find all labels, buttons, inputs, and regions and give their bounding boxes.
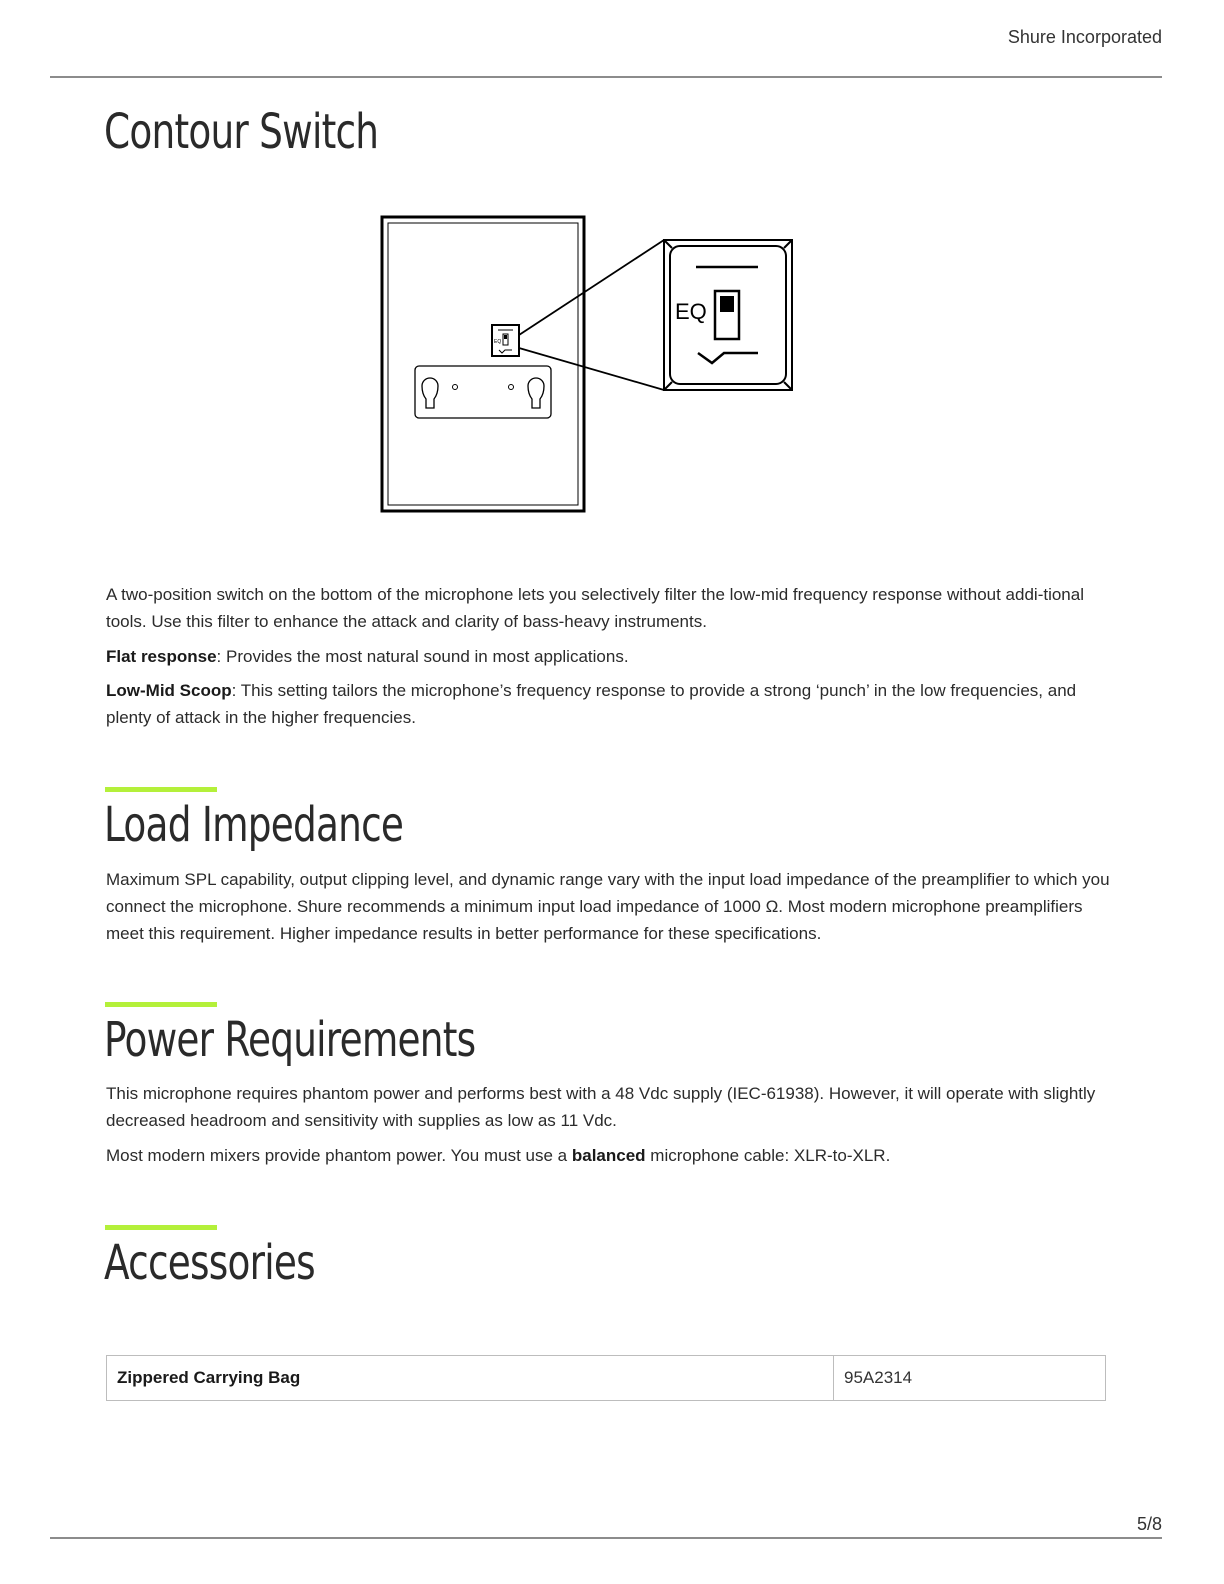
- mic-base-outer: [382, 217, 584, 511]
- contour-switch-diagram: [370, 205, 810, 525]
- svg-text:EQ: EQ: [494, 339, 502, 345]
- header-rule: [50, 76, 1162, 78]
- power-requirements-heading: Power Requirements: [104, 1012, 476, 1068]
- load-impedance-text: Maximum SPL capability, output clipping level, and dynamic range vary with the input load impedance of the preamplifier to which you connect the microphone. Shure recommends a minimum input load impedance of 1000 Ω. Most modern microphone preamplifiers meet this requirement. Higher impedance results in better performance for these specifications.: [106, 870, 1110, 943]
- contour-intro: A two-position switch on the bottom of the microphone lets you selectively filter the low-mid frequency response without addi-tional tools. Use this filter to enhance the attack and clarity of bass-heavy instruments.: [106, 585, 1084, 631]
- mount-plate: [415, 366, 551, 418]
- flat-response-term: Flat response: [106, 647, 217, 666]
- flat-response-desc: Flat response: Provides the most natural sound in most applications.: [106, 647, 629, 666]
- mic-base-inner: [388, 223, 578, 505]
- power-requirements-accent-bar: [105, 1002, 217, 1007]
- low-mid-scoop-desc: Low-Mid Scoop: This setting tailors the microphone’s frequency response to provide a strong ‘punch’ in the low frequencies, and plenty of attack in the higher frequencies.: [106, 681, 1077, 727]
- low-mid-scoop-term: Low-Mid Scoop: [106, 681, 232, 700]
- accessories-accent-bar: [105, 1225, 217, 1230]
- table-row: [107, 1356, 1106, 1401]
- eq-label: EQ: [675, 299, 707, 324]
- screw-hole-right: [509, 385, 514, 390]
- keyhole-slot-left: [422, 378, 438, 408]
- keyhole-slot-right: [528, 378, 544, 408]
- contour-switch-heading: Contour Switch: [104, 104, 379, 160]
- footer-rule: [50, 1537, 1162, 1539]
- screw-hole-left: [453, 385, 458, 390]
- accessory-name: Zippered Carrying Bag: [107, 1356, 834, 1401]
- accessories-table: [106, 1355, 1106, 1401]
- load-impedance-heading: Load Impedance: [104, 797, 404, 853]
- balanced-term: balanced: [571, 1146, 646, 1165]
- header-company-name: Shure Incorporated: [1007, 27, 1162, 47]
- accessories-heading: Accessories: [104, 1235, 315, 1291]
- power-text-2: Most modern mixers provide phantom power. You must use a balanced microphone cable: XLR-to-XLR.: [106, 1146, 891, 1165]
- power-text-1: This microphone requires phantom power and performs best with a 48 Vdc supply (IEC-61938). However, it will operate with slightly decreased headroom and sensitivity with supplies as low as 11 Vdc.: [106, 1084, 1096, 1130]
- page-number: 5/8: [1136, 1514, 1162, 1534]
- eq-switch-knob: [720, 296, 734, 312]
- load-impedance-accent-bar: [105, 787, 217, 792]
- accessory-part-number: 95A2314: [834, 1356, 1106, 1401]
